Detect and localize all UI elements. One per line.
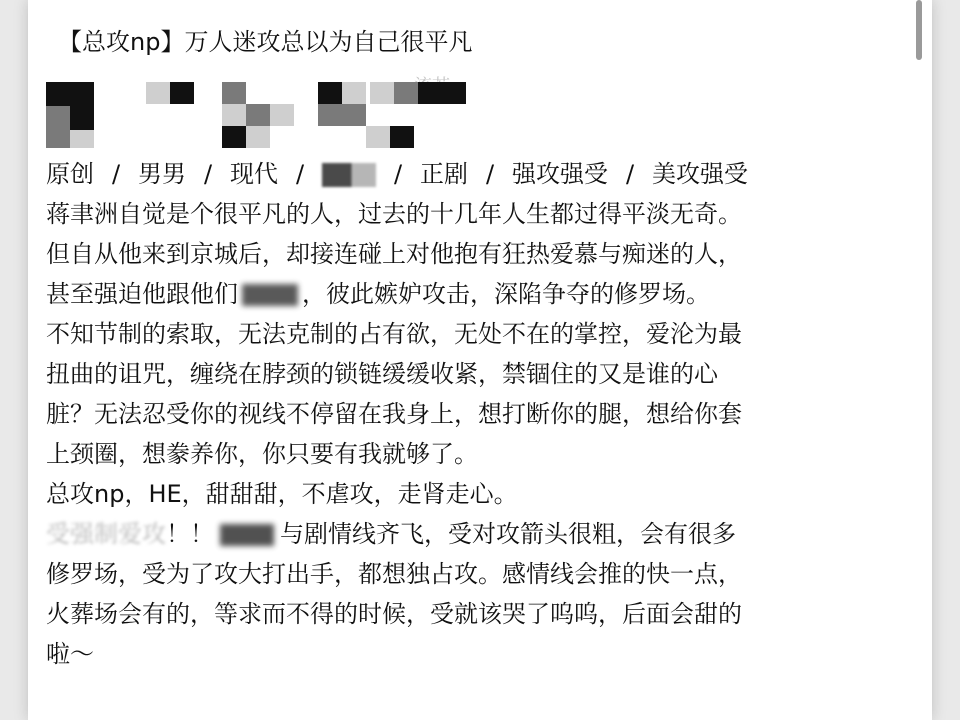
- author-line-redacted: [46, 72, 466, 148]
- mosaic-tile: [70, 106, 94, 130]
- mosaic-tile: [46, 130, 70, 148]
- mosaic-tile: [146, 82, 170, 104]
- mosaic-tile: [170, 82, 194, 104]
- mosaic-tile: [342, 104, 366, 126]
- synopsis-line: 修罗场，受为了攻大打出手，都想独占攻。感情线会推的快一点，: [46, 560, 742, 588]
- mosaic-tile: [70, 82, 94, 106]
- synopsis-text: ，彼此嫉妒攻击，深陷争夺的修罗场。: [302, 280, 710, 308]
- mosaic-tile: [390, 126, 414, 148]
- mosaic-tile: [222, 104, 246, 126]
- mosaic-tile: [318, 104, 342, 126]
- synopsis-line: 扭曲的诅咒，缠绕在脖颈的锁链缓缓收紧，禁锢住的又是谁的心: [46, 360, 718, 388]
- synopsis-line: 蒋聿洲自觉是个很平凡的人，过去的十几年人生都过得平淡无奇。: [46, 200, 742, 228]
- mosaic-tile: [442, 82, 466, 104]
- synopsis-line: 不知节制的索取，无法克制的占有欲，无处不在的掌控，爱沦为最: [46, 320, 742, 348]
- synopsis-line: [46, 274, 926, 314]
- mosaic-tile: [370, 82, 394, 104]
- mosaic-tile: [246, 104, 270, 126]
- synopsis-line: 但自从他来到京城后，却接连碰上对他抱有狂热爱慕与痴迷的人，: [46, 240, 742, 268]
- tag-separator: /: [295, 160, 305, 188]
- tag-list: [46, 154, 926, 194]
- tag-item[interactable]: 现代: [230, 160, 278, 188]
- mosaic-tile: [418, 82, 442, 104]
- mosaic-tile: [246, 126, 270, 148]
- tag-separator: /: [203, 160, 213, 188]
- blurred-text: 受强制爱攻: [46, 520, 166, 548]
- tag-item[interactable]: 男男: [138, 160, 186, 188]
- synopsis-line: 啦～: [46, 640, 94, 668]
- blurred-redaction: [242, 284, 298, 306]
- mosaic-tile: [222, 126, 246, 148]
- mosaic-tile: [270, 104, 294, 126]
- mosaic-tile: [222, 82, 246, 104]
- page-title: 【总攻np】万人迷攻总以为自己很平凡: [58, 28, 473, 56]
- tag-separator: /: [625, 160, 635, 188]
- mosaic-tile: [366, 126, 390, 148]
- mosaic-tile: [342, 82, 366, 104]
- synopsis-line: 脏？无法忍受你的视线不停留在我身上，想打断你的腿，想给你套: [46, 400, 742, 428]
- synopsis-line: 火葬场会有的，等求而不得的时候，受就该哭了呜呜，后面会甜的: [46, 600, 742, 628]
- mosaic-tile: [46, 82, 70, 106]
- synopsis-line: 总攻np，HE，甜甜甜，不虐攻，走肾走心。: [46, 480, 518, 508]
- tag-redacted: [322, 163, 376, 187]
- tag-separator: /: [485, 160, 495, 188]
- tag-item[interactable]: 强攻强受: [512, 160, 608, 188]
- synopsis-text: 与剧情线齐飞，受对攻箭头很粗，会有很多: [280, 520, 736, 548]
- mosaic-tile: [318, 82, 342, 104]
- scrollbar-thumb[interactable]: [916, 0, 922, 60]
- synopsis-line: [46, 514, 926, 554]
- synopsis: [46, 154, 926, 674]
- synopsis-line: 上颈圈，想豢养你，你只要有我就够了。: [46, 440, 478, 468]
- tag-separator: /: [111, 160, 121, 188]
- mosaic-tile: [46, 106, 70, 130]
- tag-separator: /: [393, 160, 403, 188]
- mosaic-tile: [70, 130, 94, 148]
- blurred-redaction: [220, 524, 274, 546]
- tag-item[interactable]: 美攻强受: [652, 160, 748, 188]
- synopsis-text: ！！: [166, 520, 214, 548]
- synopsis-text: 甚至强迫他跟他们: [46, 280, 238, 308]
- document-page: [28, 0, 932, 720]
- mosaic-tile: [394, 82, 418, 104]
- mosaic-redaction: [46, 72, 466, 148]
- tag-item[interactable]: 原创: [46, 160, 94, 188]
- tag-item[interactable]: 正剧: [420, 160, 468, 188]
